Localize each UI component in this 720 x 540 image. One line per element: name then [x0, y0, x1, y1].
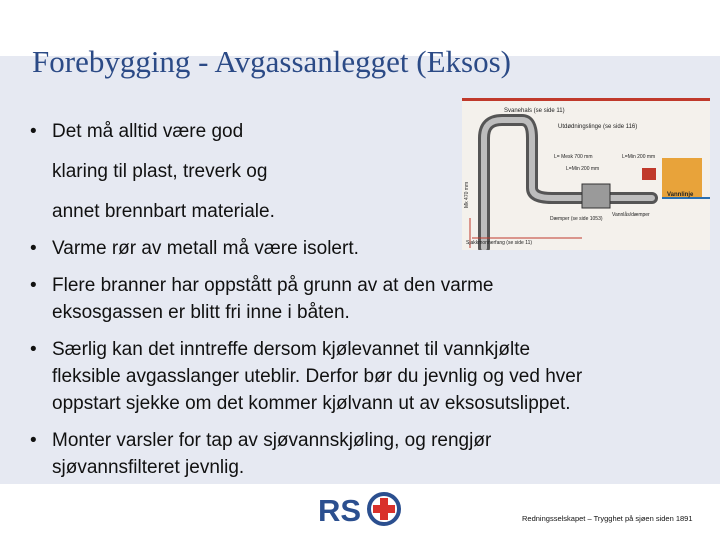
- exhaust-system-diagram: [462, 98, 710, 250]
- bullet-line: • Varme rør av metall må være isolert.: [52, 238, 359, 259]
- bullet-line: fleksible avgasslanger uteblir. Derfor bør du jevnlig og ved hver: [52, 366, 583, 387]
- bullet-line: • Særlig kan det inntreffe dersom kjølevannet til vannkjølte: [52, 339, 531, 360]
- muffler: [582, 184, 610, 208]
- bullet-item: [30, 427, 700, 481]
- bullet-line: • Det må alltid være god: [52, 121, 244, 142]
- bullet-line: annet brennbart materiale.: [52, 201, 275, 222]
- label-vannlas: Vannlås/dæmper: [612, 212, 650, 218]
- label-dimension-min: L=Min 200 mm: [566, 166, 600, 172]
- label-vertical-dimension: Mk 470 mm: [464, 181, 470, 208]
- diagram-top-edge: [462, 98, 710, 101]
- label-dempar: Dæmper (se side 1053): [550, 216, 603, 222]
- slide-title: Forebygging - Avgassanlegget (Eksos): [32, 44, 511, 79]
- bullet-line: klaring til plast, treverk og: [52, 161, 268, 182]
- rs-logo-cross-horizontal: [373, 505, 395, 513]
- label-vannlinje: Vannlinje: [667, 192, 694, 198]
- bullet-item: [30, 272, 700, 326]
- rs-logo: [318, 490, 408, 528]
- bullet-line: sjøvannsfilteret jevnlig.: [52, 457, 245, 478]
- bullet-line: • Monter varsler for tap av sjøvannskjøling, og rengjør: [52, 430, 492, 451]
- label-dimension-max: L= Mesk 700 mm: [554, 154, 593, 160]
- label-utdodningslinge: Utdødningslinge (se side 116): [558, 124, 638, 130]
- footer-text: Redningsselskapet – Trygghet på sjøen siden 1891: [522, 514, 693, 523]
- label-svanehals: Svanehals (se side 11): [504, 108, 565, 114]
- bullet-item: [30, 336, 700, 417]
- rs-logo-text: RS: [318, 493, 362, 528]
- bullet-line: oppstart sjekke om det kommer kjølvann ut av eksosutslippet.: [52, 393, 571, 414]
- bullet-line: • Flere branner har oppstått på grunn av at den varme: [52, 275, 494, 296]
- label-dimension-min-2: L=Min 200 mm: [622, 154, 656, 160]
- bullet-line: eksosgassen er blitt fri inne i båten.: [52, 302, 350, 323]
- outlet-valve: [642, 168, 656, 180]
- label-sjakk: Sjakkmonnerfang (se side 11): [466, 240, 533, 246]
